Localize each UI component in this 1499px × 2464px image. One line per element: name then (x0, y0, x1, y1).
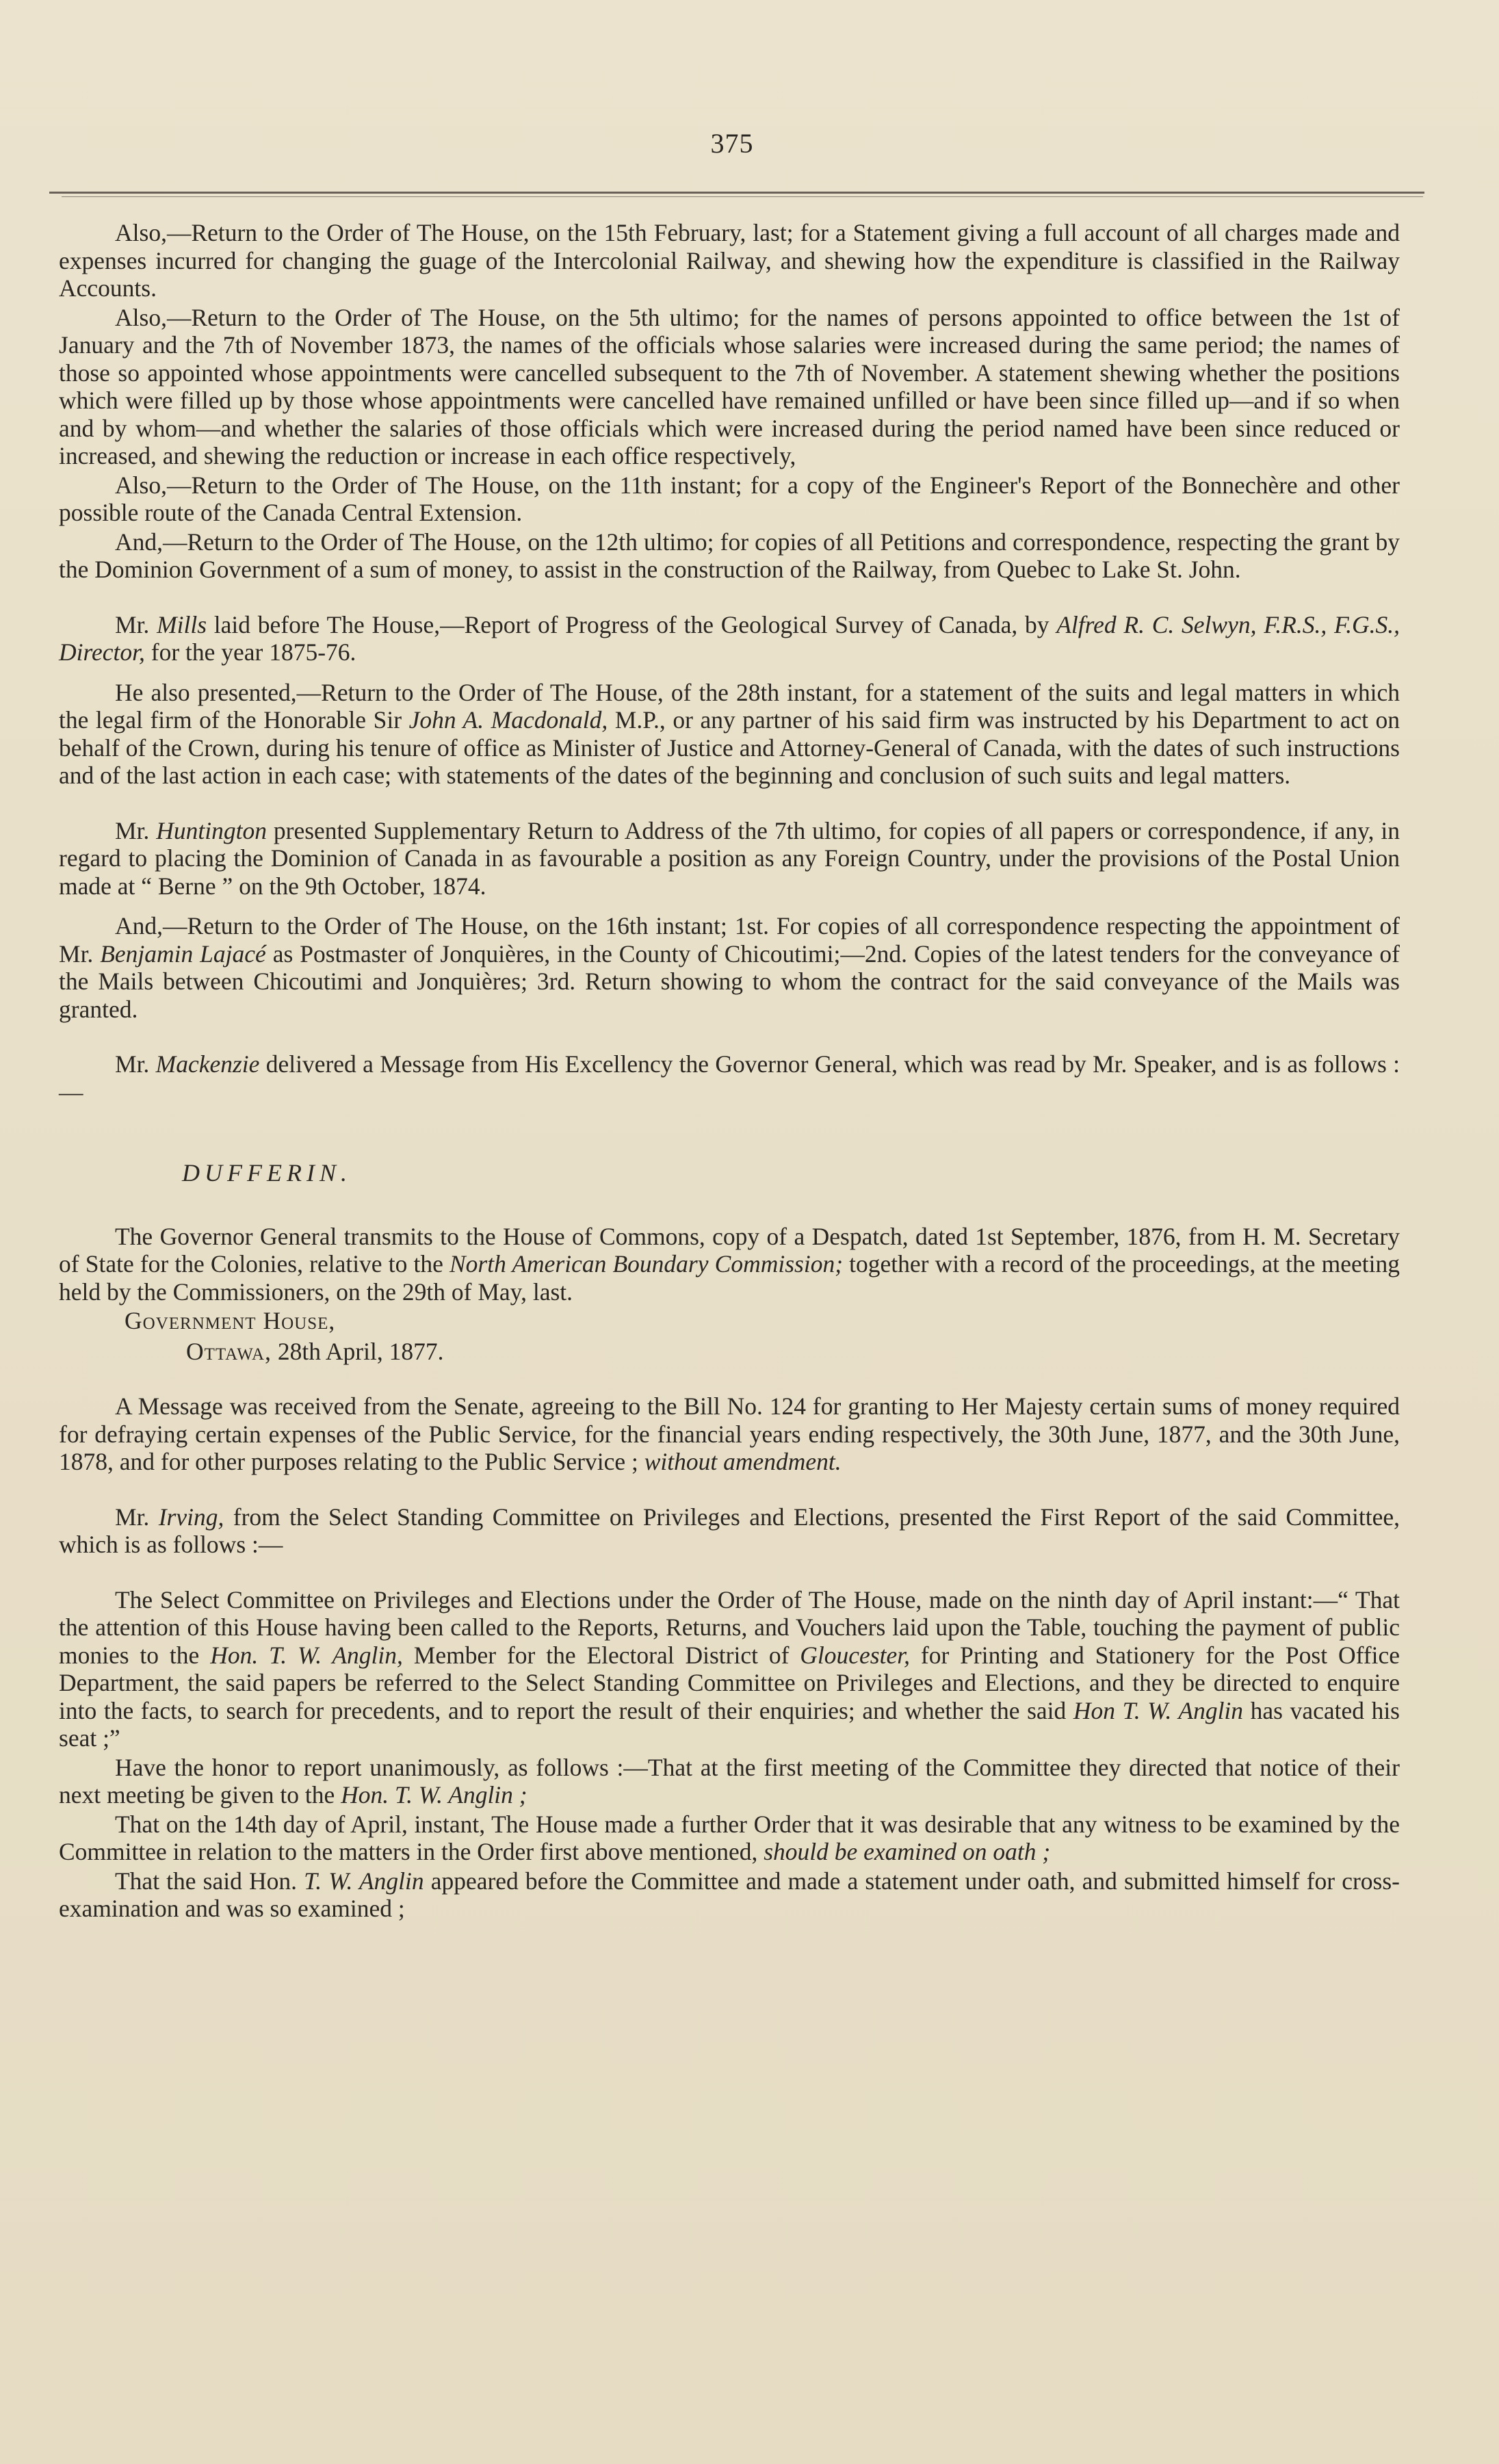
person-name: Hon. T. W. Anglin, (210, 1641, 403, 1669)
member-name: Mackenzie (155, 1050, 260, 1078)
committee-order-text: The Select Committee on Privileges and Elections under the Order of The House, made on the ninth day of April instant:—“ That the attention of this House having been called to the Reports, Returns, and Vouchers laid upon the Table, touching the payment of public monies to the Hon. T. W. Anglin, Member for the Electoral District of Gloucester, for Printing and Stationery for the Post Office Department, the said papers be referred to the Select Standing Committee on Privileges and Elections, and they be directed to enquire into the facts, to search for precedents, and to report the result of their enquiries; and whether the said Hon T. W. Anglin has vacated his seat ;” (59, 1585, 1400, 1752)
oath-clause: should be examined on oath ; (764, 1838, 1051, 1865)
senate-message-bill-124: A Message was received from the Senate, agreeing to the Bill No. 124 for granting to Her Majesty certain sums of money required for defraying certain expenses of the Public Service, for the financial years ending respectively, the 30th June, 1877, and the 30th June, 1878, and for other purposes relating to the Public Service ; without amendment. (59, 1392, 1400, 1475)
return-bonnechere-report: Also,—Return to the Order of The House, on the 11th instant; for a copy of the Engineer's Report of the Bonnechère and other possible route of the Canada Central Extension. (59, 471, 1400, 526)
person-name: John A. Macdonald, (408, 706, 608, 734)
person-name: Benjamin Lajacé (100, 939, 266, 968)
geological-survey-report: Mr. Mills laid before The House,—Report of Progress of the Geological Survey of Canada, by Alfred R. C. Selwyn, F.R.S., F.G.S., Director, for the year 1875-76. (59, 610, 1400, 666)
person-name: Hon. T. W. Anglin ; (341, 1781, 527, 1808)
return-legal-firm-suits: He also presented,—Return to the Order of The House, of the 28th instant, for a statement of the suits and legal matters in which the legal firm of the Honorable Sir John A. Macdonald, M.P., or any partner of his said firm was instructed by his Department to act on behalf of the Crown, during his tenure of office as Minister of Justice and Attorney-General of Canada, with the dates of such instructions and of the last action in each case; with statements of the dates of the beginning and conclusion of such suits and legal matters. (59, 678, 1400, 789)
member-name: Irving, (158, 1503, 224, 1531)
member-name: Huntington (156, 816, 267, 844)
page-body (59, 219, 1400, 1924)
committee-report-examination: That the said Hon. T. W. Anglin appeared before the Committee and made a statement under oath, and submitted himself for cross-examination and was so examined ; (59, 1867, 1400, 1922)
header-rule (49, 192, 1424, 194)
district-name: Gloucester, (800, 1641, 911, 1669)
address-line-2: Ottawa, 28th April, 1877. (186, 1337, 444, 1365)
return-postmaster-jonquieres: And,—Return to the Order of The House, on the 16th instant; 1st. For copies of all correspondence respecting the appointment of Mr. Benjamin Lajacé as Postmaster of Jonquières, in the County of Chicoutimi;—2nd. Copies of the latest tenders for the conveyance of the Mails between Chicoutimi and Jonquières; 3rd. Return showing to whom the contract for the said conveyance of the Mails was granted. (59, 912, 1400, 1023)
commission-name: North American Boundary Commission; (449, 1250, 844, 1278)
return-lake-st-john-railway: And,—Return to the Order of The House, on the 12th ultimo; for copies of all Petitions and correspondence, respecting the grant by the Dominion Government of a sum of money, to assist in the construction of the Railway, from Quebec to Lake St. John. (59, 528, 1400, 583)
page-number: 375 (710, 128, 754, 159)
amendment-note: without amendment. (644, 1448, 842, 1475)
return-intercolonial-guage: Also,—Return to the Order of The House, on the 15th February, last; for a Statement giving a full account of all charges made and expenses incurred for changing the guage of the Intercolonial Railway, and shewing how the expenditure is classified in the Railway Accounts. (59, 219, 1400, 302)
return-appointments-1873: Also,—Return to the Order of The House, on the 5th ultimo; for the names of persons appointed to office between the 1st of January and the 7th of November 1873, the names of the officials whose salaries were increased during the same period; the names of those so appointed whose appointments were cancelled subsequent to the 7th of November. A statement shewing whether the positions which were filled up by those whose appointments were cancelled have remained unfilled or have been since filled up—and if so when and by whom—and whether the salaries of those officials which were increased during the period named have been since reduced or increased, and shewing the reduction or increase in each office respectively, (59, 303, 1400, 469)
boundary-commission-message: The Governor General transmits to the House of Commons, copy of a Despatch, dated 1st September, 1876, from H. M. Secretary of State for the Colonies, relative to the North American Boundary Commission; together with a record of the proceedings, at the meeting held by the Commissioners, on the 29th of May, last. (59, 1222, 1400, 1306)
committee-report-notice: Have the honor to report unanimously, as follows :—That at the first meeting of the Committee they directed that notice of their next meeting be given to the Hon. T. W. Anglin ; (59, 1753, 1400, 1808)
governor-message-intro: Mr. Mackenzie delivered a Message from His Excellency the Governor General, which was read by Mr. Speaker, and is as follows :— (59, 1050, 1400, 1106)
person-name: Hon T. W. Anglin (1073, 1696, 1244, 1724)
committee-report-intro: Mr. Irving, from the Select Standing Committee on Privileges and Elections, presented the First Report of the said Committee, which is as follows :— (59, 1503, 1400, 1558)
address-line-1: Government House, (125, 1307, 336, 1334)
postal-union-return: Mr. Huntington presented Supplementary Return to Address of the 7th ultimo, for copies of all papers or correspondence, if any, in regard to placing the Dominion of Canada in as favourable a position as any Foreign Country, under the provisions of the Postal Union made at “ Berne ” on the 9th October, 1874. (59, 816, 1400, 900)
author-name: Alfred R. C. Selwyn, F.R.S., F.G.S., Director, (59, 610, 1400, 666)
header-rule-thin (62, 196, 1423, 197)
committee-report-oath: That on the 14th day of April, instant, The House made a further Order that it was desirable that any witness to be examined by the Committee in relation to the matters in the Order first above mentioned, should be examined on oath ; (59, 1810, 1400, 1865)
signature-dufferin: DUFFERIN. (182, 1159, 352, 1186)
member-name: Mills (157, 610, 207, 638)
person-name: T. W. Anglin (304, 1867, 424, 1895)
